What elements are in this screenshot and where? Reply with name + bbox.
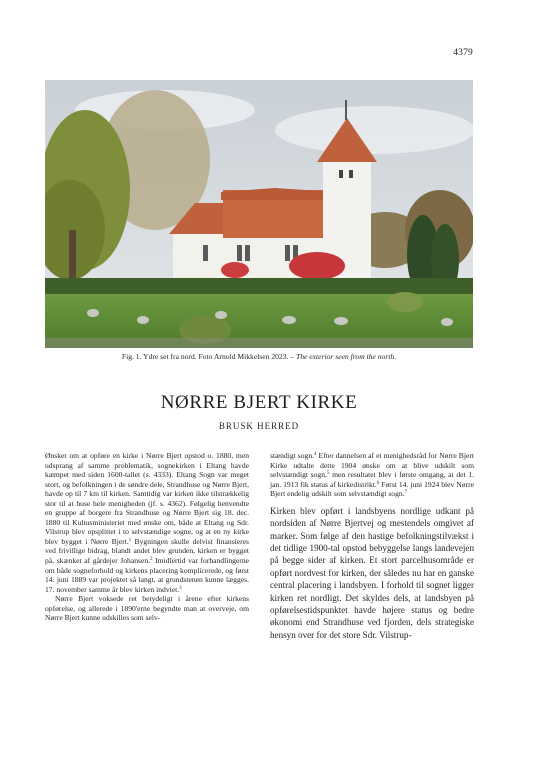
left-column [45, 451, 249, 623]
paragraph: Ønsket om at opføre en kirke i Nørre Bjert opstod o. 1880, men udsprang af samme problematik, sognekirken i Eltang havde kæmpet med siden 1600-tallet (s. 4333). Eltang Sogn var meget stort, og befolkningen i de søndre dele, Strandhuse og Nørre Bjert, havde op til 7 km til kirken. Samtidig var kirken ikke tilstrækkelig stor til at huse hele menigheden (jf. s. 4362). Følgelig henvendte en gruppe af borgere fra Strandhuse og Nørre Bjert sig 18. dec. 1880 til Kultusministeriet med ønske om, både at Eltang og Sdr. Vilstrup blev opsplittet i to selvstændige sogne, og at en ny kirke blev bygget i Nørre Bjert.$^1$ Bygningen skulle delvist finansieres ved frivillige bidrag, blandt andet blev grunden, kirken er bygget på, skænket af gårdejer Johansen.$^2$ Imidlertid var forhandlingerne om både sogneforhold og kirkens placering komplicerede, og først 14. juni 1889 var projektet så langt, at grundstenen kunne lægges. 17. november samme år blev kirken indviet.$^3$ [45, 451, 249, 594]
footnote-ref[interactable]: 2 [150, 557, 153, 563]
footnote-ref[interactable]: 4 [314, 452, 317, 457]
figure-caption [45, 352, 473, 362]
page-subtitle: BRUSK HERRED [218, 421, 300, 431]
paragraph: Nørre Bjert voksede ret betydeligt i årene efter kirkens opførelse, og allerede i 1890'erne begyndte man at overveje, om Nørre Bjert kunne udskilles som selv- [45, 594, 249, 623]
footnote-ref[interactable]: 3 [179, 585, 182, 591]
page-title: NØRRE BJERT KIRKE [160, 392, 358, 413]
footnote-ref[interactable]: 1 [128, 537, 132, 543]
right-column [270, 451, 474, 641]
caption-english: The exterior seen from the north. [296, 352, 397, 361]
footnote-ref[interactable]: 6 [376, 480, 380, 486]
page-number: 4379 [453, 48, 473, 58]
church-exterior-illustration [45, 80, 473, 348]
church-photo [45, 80, 473, 348]
caption-danish: Fig. 1. Ydre set fra nord. Foto Arnold Mikkelsen 2023. – [121, 352, 295, 361]
paragraph: Kirken blev opført i landsbyens nordlige udkant på nordsiden af Nørre Bjertvej og mestendels omgivet af marker. Som følge af den hastige befolkningstilvækst i det tidlige 1900-tal opstod bebyggelse langs landevejen på begge sider af kirken. Et stort parcelhusområde er opført nordvest for kirken, der således nu har en ganske central placering i landsbyen. I forhold til sognet ligger kirken ret nordligt. Det skyldes dels, at landsbyen på opførelsestidspunktet havde højere status og bedre økonomi end Strandhuse ved fjorden, dels strategiske hensyn over for det store Sdr. Vilstrup- [270, 505, 474, 640]
paragraph: stændigt sogn.$^4$ Efter dannelsen af et menighedsråd for Nørre Bjert Kirke udtalte dette 1904 ønske om at blive udskilt som selvstændigt sogn,$^5$ men resultatet blev i første omgang, at det 1. jan. 1913 fik status af kirkedistrikt.$^6$ Først 14. juni 1924 blev Nørre Bjert endelig udskilt som selvstændigt sogn.$^7$ [270, 451, 475, 499]
footnote-ref[interactable]: 7 [404, 490, 408, 496]
footnote-ref[interactable]: 5 [326, 471, 330, 477]
